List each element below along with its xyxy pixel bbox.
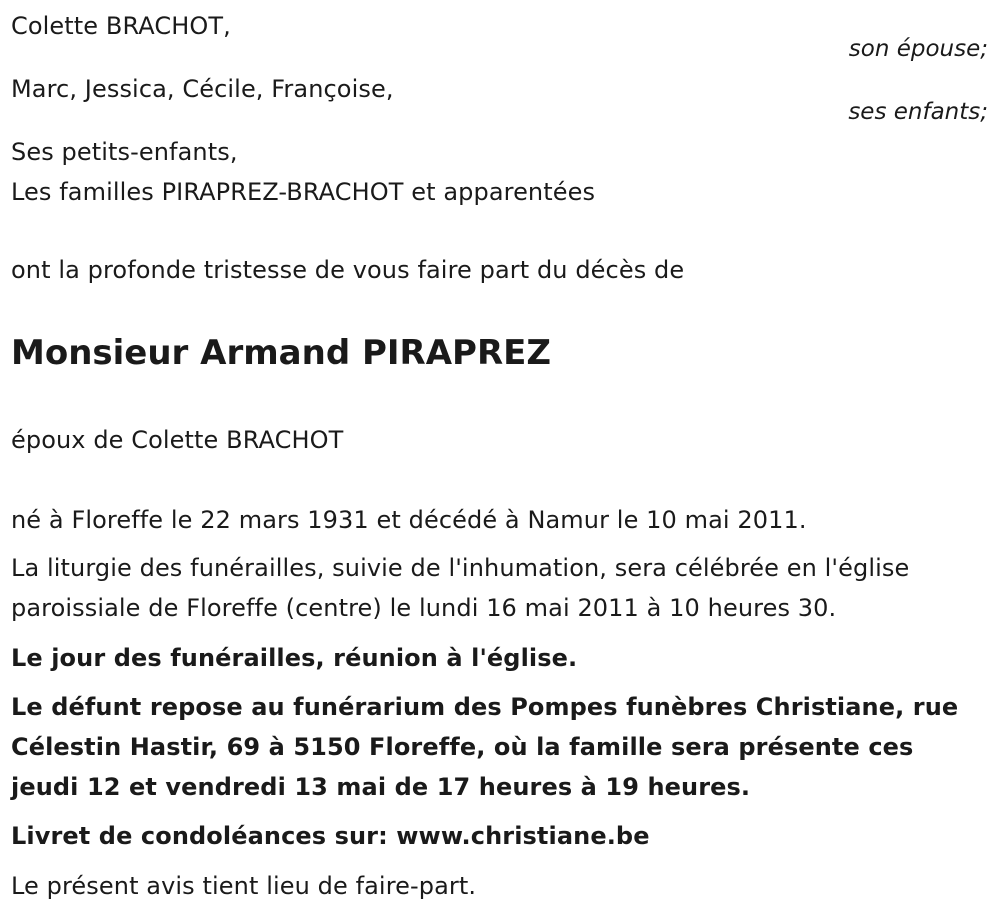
- notice-line: Le présent avis tient lieu de faire-part.: [11, 872, 477, 900]
- spouse-of-line: époux de Colette BRACHOT: [11, 426, 344, 454]
- ceremony-line-1: La liturgie des funérailles, suivie de l'inhumation, sera célébrée en l'église: [11, 554, 910, 582]
- children-names: Marc, Jessica, Cécile, Françoise,: [11, 75, 394, 103]
- funeral-home-line-3: jeudi 12 et vendredi 13 mai de 17 heures à 19 heures.: [11, 773, 751, 801]
- gathering-line: Le jour des funérailles, réunion à l'église.: [11, 644, 578, 672]
- spouse-name: Colette BRACHOT,: [11, 12, 231, 40]
- children-role: ses enfants;: [848, 99, 988, 125]
- funeral-home-line-2: Célestin Hastir, 69 à 5150 Floreffe, où la famille sera présente ces: [11, 733, 914, 761]
- spouse-role: son épouse;: [848, 36, 988, 62]
- announcement-text: ont la profonde tristesse de vous faire part du décès de: [11, 256, 685, 284]
- families-line: Les familles PIRAPREZ-BRACHOT et apparentées: [11, 178, 596, 206]
- ceremony-line-2: paroissiale de Floreffe (centre) le lundi 16 mai 2011 à 10 heures 30.: [11, 594, 837, 622]
- birth-death-line: né à Floreffe le 22 mars 1931 et décédé à Namur le 10 mai 2011.: [11, 506, 807, 534]
- condolences-line: Livret de condoléances sur: www.christiane.be: [11, 822, 650, 850]
- deceased-name: Monsieur Armand PIRAPREZ: [11, 333, 552, 373]
- grandchildren-line: Ses petits-enfants,: [11, 138, 238, 166]
- funeral-home-line-1: Le défunt repose au funérarium des Pompes funèbres Christiane, rue: [11, 693, 959, 721]
